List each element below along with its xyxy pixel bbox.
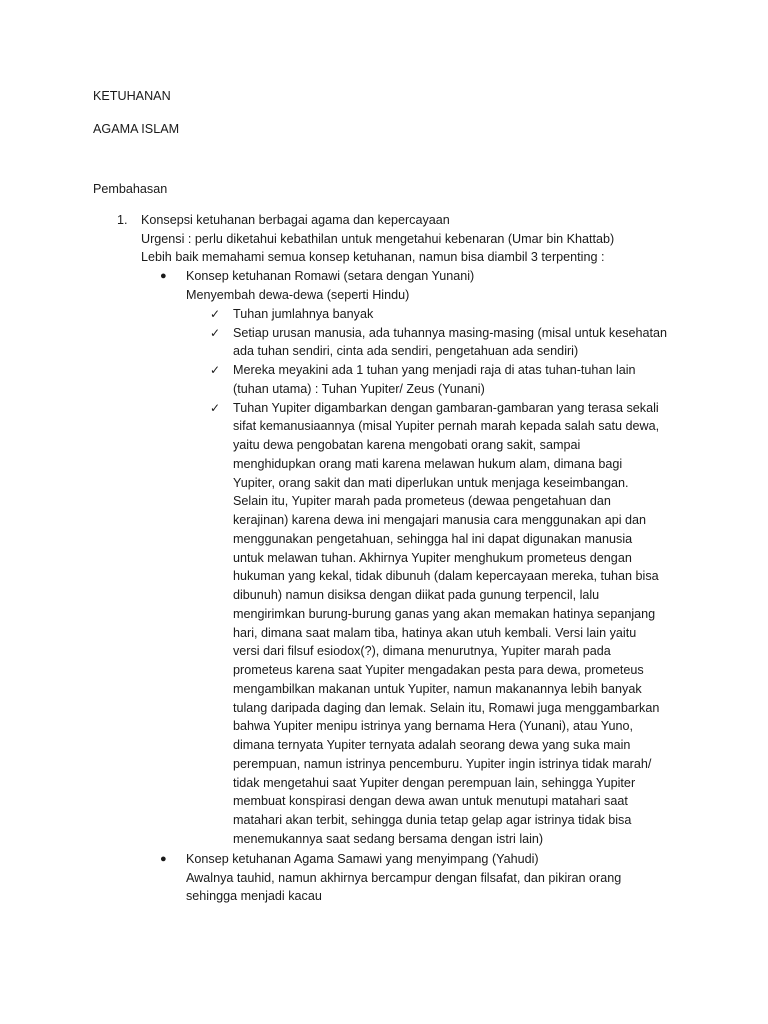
- romawi-desc: Menyembah dewa-dewa (seperti Hindu): [186, 288, 410, 302]
- point-line: untuk melawan tuhan. Akhirnya Yupiter menghukum prometeus dengan: [233, 551, 632, 565]
- checkmark-icon: ✓: [210, 363, 221, 377]
- point-line: hukuman yang kekal, tidak dibunuh (dalam kepercayaan mereka, tuhan bisa: [233, 569, 659, 583]
- checkmark-icon: ✓: [210, 401, 221, 415]
- urgensi-line: Urgensi : perlu diketahui kebathilan untuk mengetahui kebenaran (Umar bin Khattab): [141, 232, 615, 246]
- list-number: 1.: [117, 213, 128, 227]
- intro-line: Lebih baik memahami semua konsep ketuhanan, namun bisa diambil 3 terpenting :: [141, 250, 605, 264]
- point-line: Tuhan Yupiter digambarkan dengan gambaran-gambaran yang terasa sekali: [233, 401, 659, 415]
- point-line: Setiap urusan manusia, ada tuhannya masing-masing (misal untuk kesehatan: [233, 326, 668, 340]
- point-line: mengambilkan makanan untuk Yupiter, namun makanannya lebih banyak: [233, 682, 642, 696]
- romawi-title: Konsep ketuhanan Romawi (setara dengan Yunani): [186, 269, 475, 283]
- point-line: hari, dimana saat malam tiba, hatinya akan utuh kembali. Versi lain yaitu: [233, 626, 637, 640]
- point-line: Yupiter, orang sakit dan mati diperlukan untuk menjaga keseimbangan.: [233, 476, 629, 490]
- point-line: dimana ternyata Yupiter ternyata adalah seorang dewa yang suka main: [233, 738, 631, 752]
- point-line: menemukannya saat sedang bersama dengan istri lain): [233, 832, 544, 846]
- point-line: matahari akan terbit, sehingga dunia tetap gelap agar istrinya tidak bisa: [233, 813, 632, 827]
- checkmark-icon: ✓: [210, 307, 221, 321]
- point-line: yaitu dewa pengobatan karena mengobati orang sakit, sampai: [233, 438, 581, 452]
- samawi-desc: sehingga menjadi kacau: [186, 889, 322, 903]
- point-line: perempuan, namun istrinya pencemburu. Yupiter ingin istrinya tidak marah/: [233, 757, 652, 771]
- point-line: Tuhan jumlahnya banyak: [233, 307, 374, 321]
- point-line: Mereka meyakini ada 1 tuhan yang menjadi raja di atas tuhan-tuhan lain: [233, 363, 636, 377]
- doc-title: KETUHANAN: [93, 89, 171, 103]
- point-line: tulang daripada daging dan lemak. Selain itu, Romawi juga menggambarkan: [233, 701, 660, 715]
- doc-subtitle: AGAMA ISLAM: [93, 122, 180, 136]
- point-line: membuat konspirasi dengan dewa awan untuk menutupi matahari saat: [233, 794, 628, 808]
- section-heading: Pembahasan: [93, 182, 168, 196]
- samawi-title: Konsep ketuhanan Agama Samawi yang menyimpang (Yahudi): [186, 852, 539, 866]
- item-heading: Konsepsi ketuhanan berbagai agama dan kepercayaan: [141, 213, 450, 227]
- point-line: versi dari filsuf esiodox(?), dimana menurutnya, Yupiter marah pada: [233, 644, 611, 658]
- point-line: prometeus karena saat Yupiter mengadakan pesta para dewa, prometeus: [233, 663, 644, 677]
- bullet-icon: ●: [160, 853, 167, 865]
- bullet-icon: ●: [160, 270, 167, 282]
- point-line: tidak mengetahui saat Yupiter dengan perempuan lain, sehingga Yupiter: [233, 776, 636, 790]
- point-line: kerajinan) karena dewa ini mengajari manusia cara menggunakan api dan: [233, 513, 647, 527]
- point-line: Selain itu, Yupiter marah pada prometeus (dewaa pengetahuan dan: [233, 494, 611, 508]
- samawi-desc: Awalnya tauhid, namun akhirnya bercampur dengan filsafat, dan pikiran orang: [186, 871, 622, 885]
- point-line: menghidupkan orang mati karena melawan hukum alam, dimana bagi: [233, 457, 623, 471]
- point-line: sifat kemanusiaannya (misal Yupiter pernah marah kepada salah satu dewa,: [233, 419, 660, 433]
- point-line: menggunakan pengetahuan, sehingga hal ini dapat digunakan manusia: [233, 532, 633, 546]
- point-line: bahwa Yupiter menipu istrinya yang bernama Hera (Yunani), atau Yuno,: [233, 719, 633, 733]
- point-line: dibunuh) namun disiksa dengan diikat pada gunung terpencil, lalu: [233, 588, 600, 602]
- point-line: mengirimkan burung-burung ganas yang akan memakan hatinya sepanjang: [233, 607, 656, 621]
- point-line: ada tuhan sendiri, cinta ada sendiri, pengetahuan ada sendiri): [233, 344, 579, 358]
- checkmark-icon: ✓: [210, 326, 221, 340]
- point-line: (tuhan utama) : Tuhan Yupiter/ Zeus (Yunani): [233, 382, 485, 396]
